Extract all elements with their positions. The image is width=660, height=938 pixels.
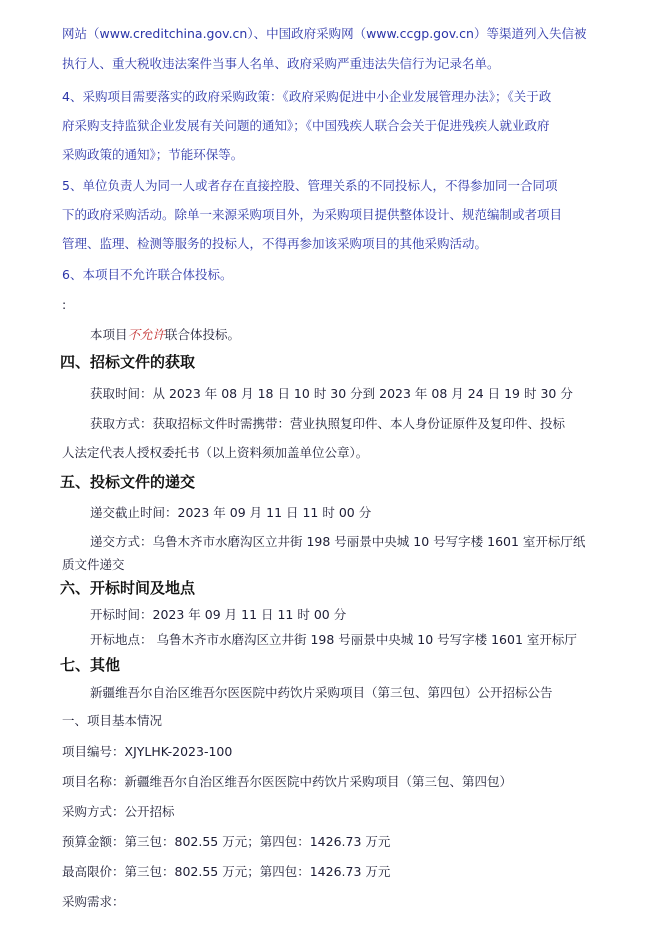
section-heading: 七、其他 xyxy=(60,656,121,674)
paragraph-line: 5、单位负责人为同一人或者存在直接控股、管理关系的不同投标人，不得参加同一合同项 xyxy=(62,178,558,193)
project-name: 项目名称：新疆维吾尔自治区维吾尔医医院中药饮片采购项目（第三包、第四包） xyxy=(62,774,513,789)
procurement-method: 采购方式：公开招标 xyxy=(62,804,175,819)
submit-method-line: 质文件递交 xyxy=(62,557,125,572)
opening-place: 开标地点： 乌鲁木齐市水磨沟区立井街 198 号丽景中央城 10 号写字楼 1601 室开标厅 xyxy=(90,632,577,647)
procurement-needs: 采购需求： xyxy=(62,894,125,909)
announcement-title: 新疆维吾尔自治区维吾尔医医院中药饮片采购项目（第三包、第四包）公开招标公告 xyxy=(90,685,553,700)
stray-colon: : xyxy=(62,297,67,312)
paragraph-line: 管理、监理、检测等服务的投标人，不得再参加该采购项目的其他采购活动。 xyxy=(62,236,488,251)
paragraph-line: 下的政府采购活动。除单一来源采购项目外，为采购项目提供整体设计、规范编制或者项目 xyxy=(62,207,563,222)
section-heading: 五、投标文件的递交 xyxy=(60,473,196,491)
project-code: 项目编号：XJYLHK-2023-100 xyxy=(62,744,233,759)
section-heading: 六、开标时间及地点 xyxy=(60,579,196,597)
submit-deadline: 递交截止时间：2023 年 09 月 11 日 11 时 00 分 xyxy=(90,505,372,520)
section-heading: 四、招标文件的获取 xyxy=(60,353,196,371)
joint-bid-emphasis: 不允许 xyxy=(127,327,166,342)
paragraph-line: 6、本项目不允许联合体投标。 xyxy=(62,267,233,282)
joint-bid-suffix: 联合体投标。 xyxy=(165,327,241,342)
paragraph-line: 采购政策的通知》；节能环保等。 xyxy=(62,147,244,162)
opening-time: 开标时间：2023 年 09 月 11 日 11 时 00 分 xyxy=(90,607,347,622)
obtain-method-line: 人法定代表人授权委托书（以上资料须加盖单位公章）。 xyxy=(62,445,369,460)
joint-bid-line xyxy=(90,326,240,344)
submit-method-line: 递交方式：乌鲁木齐市水磨沟区立井街 198 号丽景中央城 10 号写字楼 1601 室开标厅纸 xyxy=(90,534,586,549)
price-limit: 最高限价：第三包：802.55 万元；第四包：1426.73 万元 xyxy=(62,864,391,879)
paragraph-line: 执行人、重大税收违法案件当事人名单、政府采购严重违法失信行为记录名单。 xyxy=(62,56,500,71)
paragraph-line: 府采购支持监狱企业发展有关问题的通知》；《中国残疾人联合会关于促进残疾人就业政府 xyxy=(62,118,550,133)
joint-bid-prefix: 本项目 xyxy=(90,327,128,342)
paragraph-line: 网站（www.creditchina.gov.cn）、中国政府采购网（www.ccgp.gov.cn）等渠道列入失信被 xyxy=(62,26,587,41)
budget-amount: 预算金额：第三包：802.55 万元；第四包：1426.73 万元 xyxy=(62,834,391,849)
obtain-method-line: 获取方式：获取招标文件时需携带：营业执照复印件、本人身份证原件及复印件、投标 xyxy=(90,416,566,431)
obtain-time: 获取时间：从 2023 年 08 月 18 日 10 时 30 分到 2023 年 08 月 24 日 19 时 30 分 xyxy=(90,386,573,401)
basic-info-heading: 一、项目基本情况 xyxy=(62,713,163,728)
paragraph-line: 4、采购项目需要落实的政府采购政策：《政府采购促进中小企业发展管理办法》；《关于政 xyxy=(62,89,552,104)
